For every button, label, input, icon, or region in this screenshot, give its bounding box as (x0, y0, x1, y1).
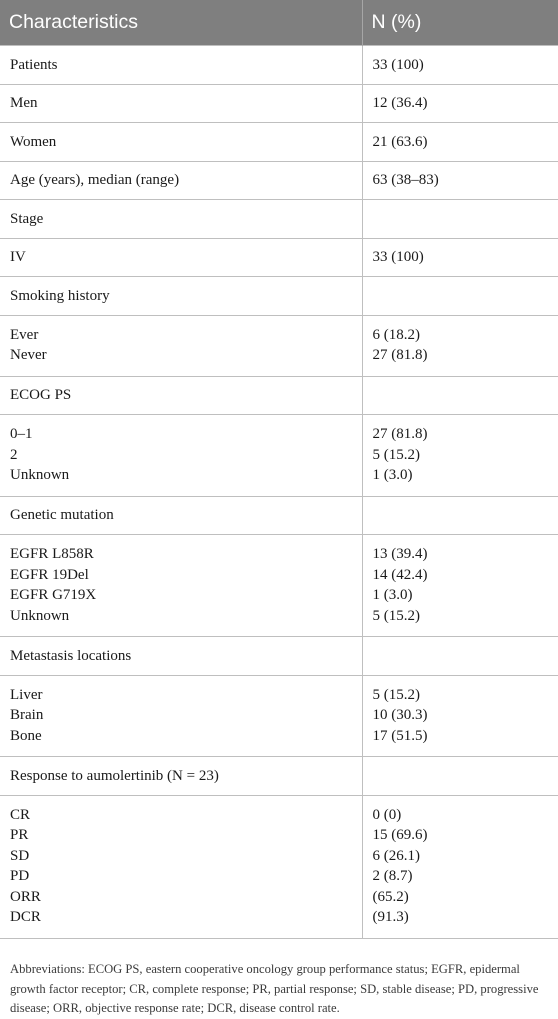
table-row (0, 415, 558, 497)
table-row (0, 496, 558, 535)
header-n-percent: N (%) (362, 0, 558, 46)
table-row (0, 535, 558, 637)
row-value: 5 (15.2) (373, 445, 558, 466)
row-value: (65.2) (373, 887, 558, 908)
table-row (0, 277, 558, 316)
row-label: Ever (10, 325, 362, 346)
row-label: ECOG PS (0, 376, 362, 415)
row-value: 13 (39.4) (373, 544, 558, 565)
table-row (0, 757, 558, 796)
row-value: 17 (51.5) (373, 726, 558, 747)
row-value: 14 (42.4) (373, 565, 558, 586)
row-label: Men (0, 84, 362, 123)
row-label: 0–1 (10, 424, 362, 445)
row-label: EGFR G719X (10, 585, 362, 606)
row-labels (0, 415, 362, 497)
row-value: 1 (3.0) (373, 585, 558, 606)
table-row (0, 795, 558, 938)
row-label: IV (0, 238, 362, 277)
row-label: PR (10, 825, 362, 846)
row-value: 0 (0) (373, 805, 558, 826)
row-value (362, 496, 558, 535)
row-label: Unknown (10, 606, 362, 627)
table-row (0, 315, 558, 376)
table-row (0, 200, 558, 239)
row-label: DCR (10, 907, 362, 928)
row-label: Smoking history (0, 277, 362, 316)
row-value: 6 (18.2) (373, 325, 558, 346)
row-label: CR (10, 805, 362, 826)
row-value: 15 (69.6) (373, 825, 558, 846)
row-value: 6 (26.1) (373, 846, 558, 867)
row-values (362, 415, 558, 497)
row-value: 33 (100) (362, 46, 558, 85)
table-row (0, 84, 558, 123)
row-value (362, 277, 558, 316)
row-label: EGFR L858R (10, 544, 362, 565)
table-row (0, 376, 558, 415)
row-value: 21 (63.6) (362, 123, 558, 162)
row-label: Genetic mutation (0, 496, 362, 535)
table-row (0, 161, 558, 200)
row-value: 27 (81.8) (373, 345, 558, 366)
row-label: Liver (10, 685, 362, 706)
row-values (362, 795, 558, 938)
row-label: Age (years), median (range) (0, 161, 362, 200)
row-value: 12 (36.4) (362, 84, 558, 123)
row-label: Metastasis locations (0, 637, 362, 676)
row-label: Patients (0, 46, 362, 85)
row-label: EGFR 19Del (10, 565, 362, 586)
row-label: 2 (10, 445, 362, 466)
row-values (362, 675, 558, 757)
row-values (362, 315, 558, 376)
row-labels (0, 535, 362, 637)
row-value: 1 (3.0) (373, 465, 558, 486)
row-label: SD (10, 846, 362, 867)
row-labels (0, 795, 362, 938)
row-label: Never (10, 345, 362, 366)
row-labels (0, 675, 362, 757)
header-characteristics: Characteristics (0, 0, 362, 46)
table-row (0, 675, 558, 757)
row-value: 5 (15.2) (373, 685, 558, 706)
row-value: 2 (8.7) (373, 866, 558, 887)
row-value: 33 (100) (362, 238, 558, 277)
row-label: ORR (10, 887, 362, 908)
row-value (362, 637, 558, 676)
table-footnote: Abbreviations: ECOG PS, eastern cooperative oncology group performance status; EGFR, epidermal growth factor receptor; CR, complete response; PR, partial response; SD, stable disease; PD, progressive disease; ORR, objective response rate; DCR, disease control rate. (10, 960, 550, 1019)
row-value (362, 757, 558, 796)
row-value: 5 (15.2) (373, 606, 558, 627)
table-header-row (0, 0, 558, 46)
row-value: 10 (30.3) (373, 705, 558, 726)
row-label: Women (0, 123, 362, 162)
row-label: Bone (10, 726, 362, 747)
row-values (362, 535, 558, 637)
table-row (0, 637, 558, 676)
row-value (362, 200, 558, 239)
row-label: Unknown (10, 465, 362, 486)
row-labels (0, 315, 362, 376)
table-row (0, 46, 558, 85)
row-label: Stage (0, 200, 362, 239)
row-value: (91.3) (373, 907, 558, 928)
row-value (362, 376, 558, 415)
table-row (0, 123, 558, 162)
row-value: 27 (81.8) (373, 424, 558, 445)
row-label: Response to aumolertinib (N = 23) (0, 757, 362, 796)
table-row (0, 238, 558, 277)
row-label: Brain (10, 705, 362, 726)
row-label: PD (10, 866, 362, 887)
row-value: 63 (38–83) (362, 161, 558, 200)
